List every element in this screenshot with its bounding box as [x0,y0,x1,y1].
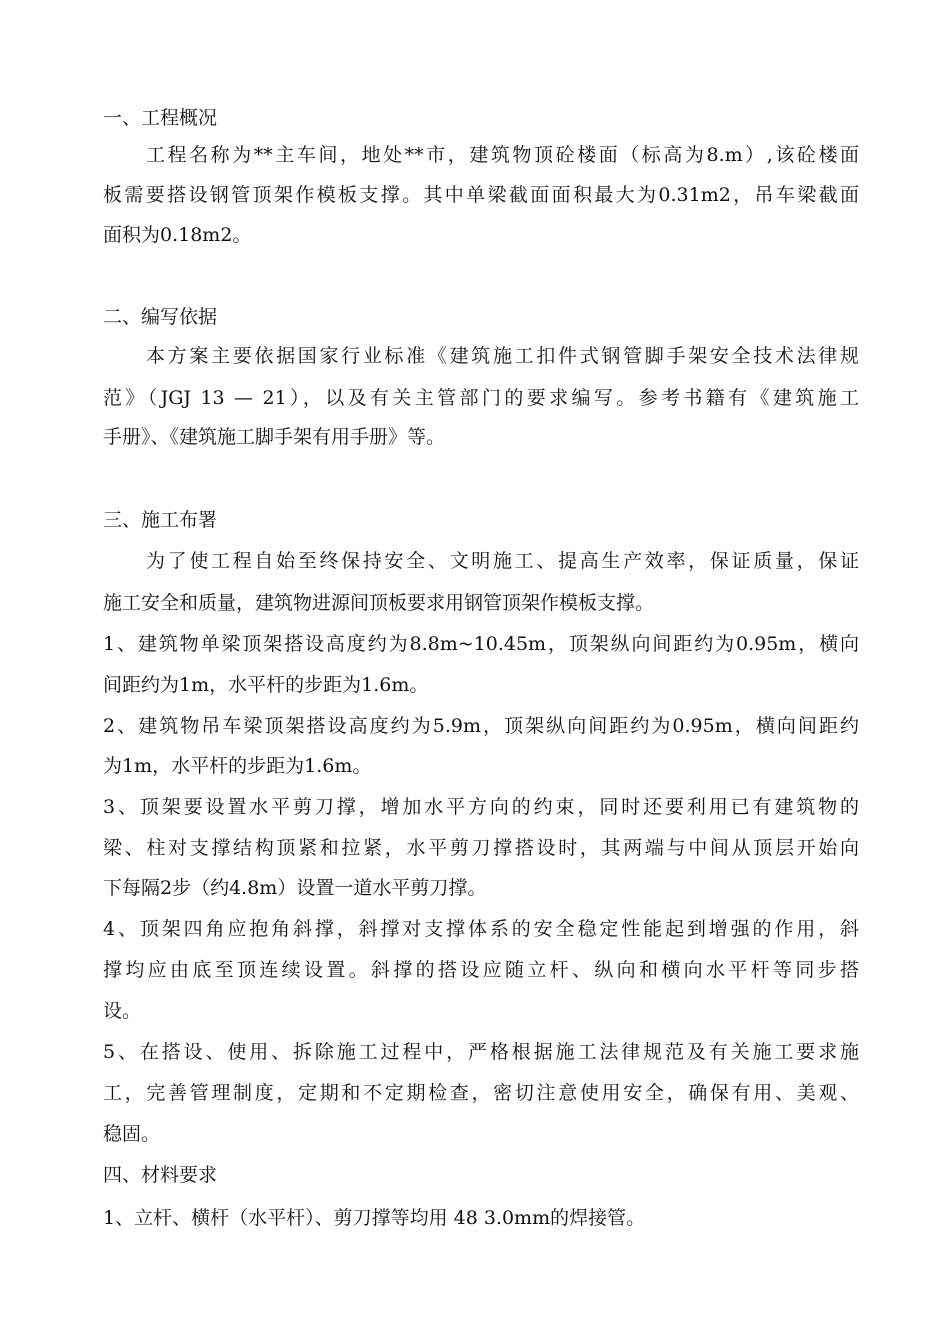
list-item-line: 设。 [103,1000,142,1022]
list-item-line: 撑均应由底至顶连续设置。斜撑的搭设应随立杆、纵向和横向水平杆等同步搭 [103,959,859,981]
section-heading: 二、编写依据 [103,306,218,328]
list-item-line: 1、建筑物单梁顶架搭设高度约为8.8m~10.45m，顶架纵向间距约为0.95m，横向 [103,633,859,655]
paragraph-line: 板需要搭设钢管顶架作模板支撑。其中单梁截面面积最大为0.31m2，吊车梁截面 [103,184,859,206]
paragraph-line: 工程名称为**主车间，地处**市，建筑物顶砼楼面（标高为8.m）,该砼楼面 [146,144,859,166]
list-item-line: 5、在搭设、使用、拆除施工过程中，严格根据施工法律规范及有关施工要求施 [103,1041,859,1063]
section-heading: 四、材料要求 [103,1164,218,1186]
paragraph-line: 手册》、《建筑施工脚手架有用手册》等。 [103,426,446,448]
list-item-line: 间距约为1m，水平杆的步距为1.6m。 [103,674,429,696]
list-item-line: 1、立杆、横杆（水平杆）、剪刀撑等均用 48 3.0mm的焊接管。 [103,1207,646,1229]
paragraph-line: 施工安全和质量，建筑物进源间顶板要求用钢管顶架作模板支撑。 [103,592,655,614]
list-item-line: 下每隔2步（约4.8m）设置一道水平剪刀撑。 [103,877,487,899]
paragraph-line: 本方案主要依据国家行业标准《建筑施工扣件式钢管脚手架安全技术法律规 [146,345,859,367]
list-item-line: 为1m，水平杆的步距为1.6m。 [103,755,372,777]
list-item-line: 稳固。 [103,1123,161,1145]
paragraph-line: 面积为0.18m2。 [103,224,252,246]
section-heading: 一、工程概况 [103,107,218,129]
paragraph-line: 范》（JGJ 13 — 21），以及有关主管部门的要求编写。参考书籍有《建筑施工 [103,387,859,409]
list-item-line: 梁、柱对支撑结构顶紧和拉紧，水平剪刀撑搭设时，其两端与中间从顶层开始向 [103,837,859,859]
list-item-line: 2、建筑物吊车梁顶架搭设高度约为5.9m，顶架纵向间距约为0.95m，横向间距约 [103,715,859,737]
list-item-line: 4、顶架四角应抱角斜撑，斜撑对支撑体系的安全稳定性能起到增强的作用，斜 [103,918,859,940]
list-item-line: 工，完善管理制度，定期和不定期检查，密切注意使用安全，确保有用、美观、 [103,1082,859,1104]
paragraph-line: 为了使工程自始至终保持安全、文明施工、提高生产效率，保证质量，保证 [146,550,859,572]
section-heading: 三、施工布署 [103,509,218,531]
list-item-line: 3、顶架要设置水平剪刀撑，增加水平方向的约束，同时还要利用已有建筑物的 [103,796,859,818]
